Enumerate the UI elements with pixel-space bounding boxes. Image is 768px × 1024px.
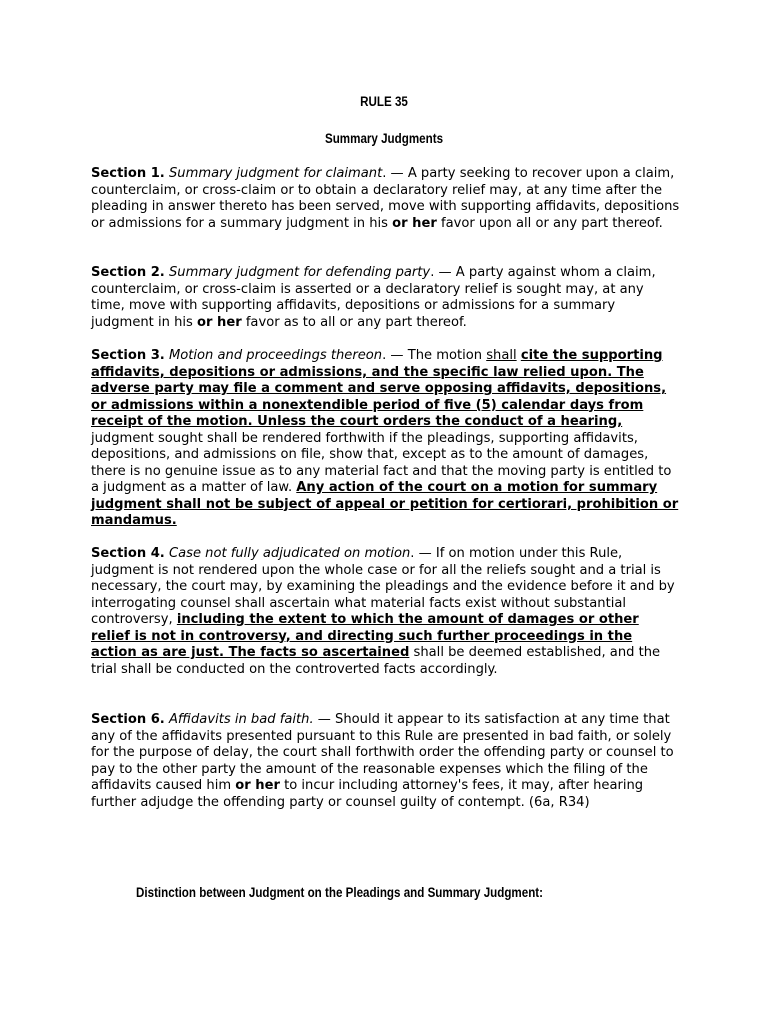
section-text: judgment sought shall be rendered forthwith if the pleadings, supporting affidavits, depositions, and admissions on file, show that, except as to the amount of damages, there is no genuine issue as to any material fact and that the moving party is entitled to a judgment as a matter of law. (91, 430, 672, 495)
section-caption: Motion and proceedings thereon (168, 348, 383, 363)
distinction-heading: Distinction between Judgment on the Pleadings and Summary Judgment: (136, 885, 544, 900)
section-6-paragraph (91, 712, 681, 811)
bold-underlined-amendment: including the extent to which the amount of damages or other relief is not in controversy, and directing such further proceedings in the action as are just. The facts so ascertained (91, 612, 639, 660)
rule-subtitle: Summary Judgments (324, 131, 444, 146)
section-text: . — If on motion under this Rule, judgment is not rendered upon the whole case or for all the reliefs sought and a trial is necessary, the court may, by examining the pleadings and the evidence before it and by interrogating counsel shall ascertain what material facts exist without substantial controversy, (91, 546, 675, 627)
section-number: Section 2. (91, 265, 165, 280)
section-caption: Case not fully adjudicated on motion (168, 546, 411, 561)
rule-title: RULE 35 (360, 94, 408, 109)
bold-amendment: or her (235, 778, 280, 793)
section-4-paragraph (91, 546, 681, 678)
bold-amendment: or her (196, 314, 242, 330)
section-1-paragraph (91, 166, 681, 232)
section-text: shall be deemed established, and the trial shall be conducted on the controverted facts accordingly. (91, 645, 661, 677)
section-text: . — The motion (382, 348, 487, 363)
section-number: Section 6. (91, 712, 165, 727)
section-text: . — A party seeking to recover upon a claim, counterclaim, or cross-claim or to obtain a declaratory relief may, at any time after the pleading in answer thereto has been served, move with supporting affidavits, depositions or admissions for a summary judgment in his (91, 166, 680, 231)
bold-amendment: or her (392, 215, 437, 231)
underlined-amendment: shall (486, 348, 517, 363)
section-2-paragraph (91, 265, 681, 331)
section-text: . — A party against whom a claim, counterclaim, or cross-claim is asserted or a declaratory relief is sought may, at any time, move with supporting affidavits, depositions or admissions for a summary judgment in his (91, 265, 656, 330)
section-text: favor as to all or any part thereof. (241, 314, 467, 330)
section-number: Section 4. (91, 546, 165, 561)
section-text: to incur including attorney's fees, it may, after hearing further adjudge the offending party or counsel guilty of contempt. (6a, R34) (91, 778, 644, 810)
section-caption: Summary judgment for defending party (168, 265, 431, 280)
bold-underlined-amendment: cite the supporting affidavits, depositions or admissions, and the specific law relied upon. The adverse party may file a comment and serve opposing affidavits, depositions, or admissions within a nonextendible period of five (5) calendar days from receipt of the motion. Unless the court orders the conduct of a hearing, (91, 348, 667, 429)
section-caption: Affidavits in bad faith. (168, 712, 314, 727)
bold-underlined-amendment: Any action of the court on a motion for summary judgment shall not be subject of appeal or petition for certiorari, prohibition or mandamus. (91, 480, 679, 528)
section-3-paragraph (91, 348, 681, 530)
section-caption: Summary judgment for claimant (168, 166, 383, 181)
section-number: Section 1. (91, 166, 165, 181)
section-text: favor upon all or any part thereof. (436, 215, 663, 231)
section-number: Section 3. (91, 348, 165, 363)
section-text: — Should it appear to its satisfaction at any time that any of the affidavits presented pursuant to this Rule are presented in bad faith, or solely for the purpose of delay, the court shall forthwith order the offending party or counsel to pay to the other party the amount of the reasonable expenses which the filing of the affidavits caused him (91, 712, 674, 793)
